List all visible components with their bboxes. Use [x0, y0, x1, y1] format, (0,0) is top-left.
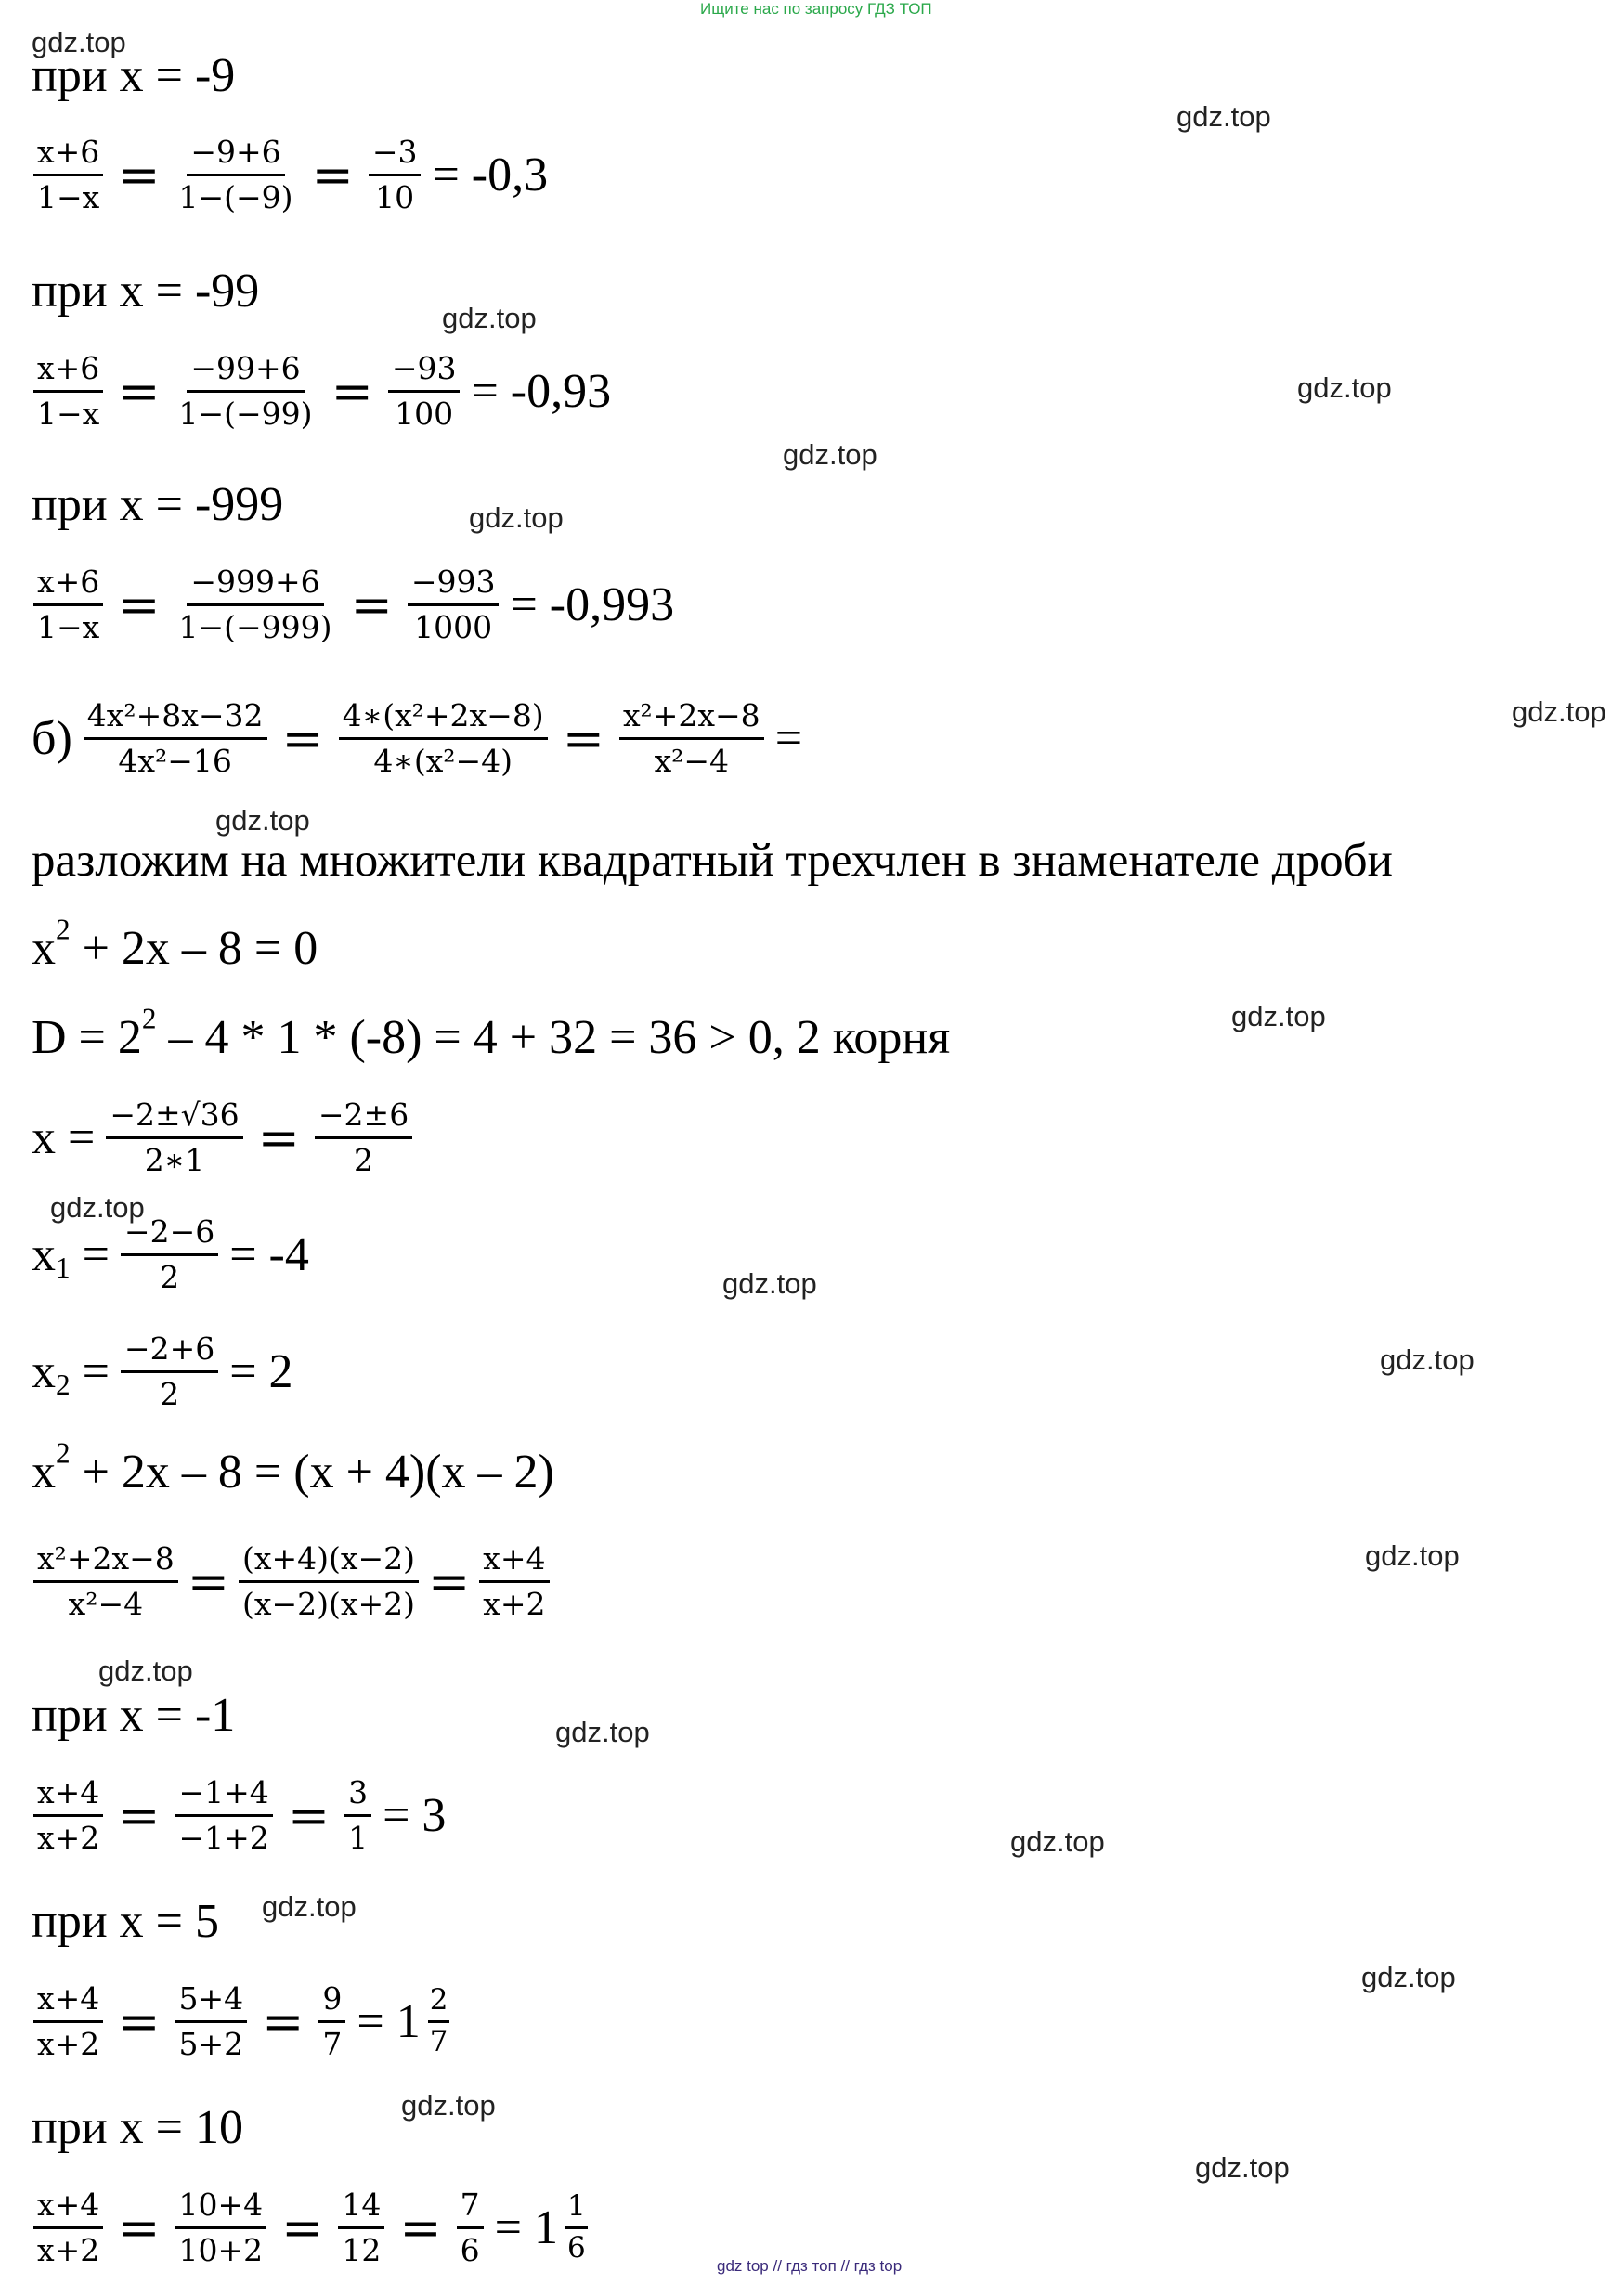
- watermark: gdz.top: [1176, 100, 1271, 133]
- bottom-banner: gdz top // гдз топ // гдз top: [717, 2257, 903, 2275]
- result: = 3: [383, 1788, 447, 1842]
- case-heading: при x = -999: [32, 478, 284, 531]
- result: = -0,3: [432, 148, 549, 201]
- fraction: $\frac{-9+6}{1-(-9)}$: [178, 134, 293, 215]
- watermark: gdz.top: [1512, 695, 1606, 728]
- fraction: $\frac{x+6}{1-x}$: [33, 135, 103, 215]
- fraction: $\frac{x+4}{x+2}$: [479, 1541, 549, 1622]
- fraction: $\frac{\text{4∗(x²+2x−8)}}{\text{4∗(x²−4)}}$: [339, 698, 548, 779]
- fraction: $\frac{-3}{10}$: [369, 135, 422, 215]
- watermark: gdz.top: [469, 501, 564, 534]
- fraction: $\frac{-1+4}{-1+2}$: [175, 1775, 273, 1856]
- watermark: gdz.top: [98, 1655, 193, 1687]
- fraction: $\frac{-2+6}{2}$: [121, 1331, 218, 1412]
- fraction: $\frac{x+4}{x+2}$: [33, 1775, 103, 1856]
- fraction: $\frac{-993}{1000}$: [408, 565, 500, 645]
- fraction: $\frac{x+6}{1-x}$: [33, 351, 103, 432]
- case-heading: при x = 5: [32, 1895, 219, 1948]
- watermark: gdz.top: [1010, 1825, 1105, 1858]
- case-heading: при x = -9: [32, 49, 236, 102]
- equation-row: $\frac{x+4}{x+2}$ = $\frac{-1+4}{-1+2}$ = $\frac{3}{1}$ = 3: [28, 1775, 451, 1856]
- watermark: gdz.top: [50, 1191, 145, 1224]
- quadratic-equation: $x^2 + 2x - 8 = 0$: [32, 913, 318, 975]
- part-b-label: б): [32, 711, 72, 765]
- fraction: $\frac{-2-6}{2}$: [121, 1214, 218, 1295]
- watermark: gdz.top: [1365, 1539, 1460, 1572]
- fraction: $\frac{7}{6}$: [457, 2187, 484, 2268]
- case-heading: при x = 10: [32, 2101, 243, 2154]
- case-heading: при x = -1: [32, 1689, 236, 1742]
- result: = 1: [357, 1994, 421, 2048]
- watermark: gdz.top: [1361, 1961, 1456, 1993]
- equation-row: $\frac{x+4}{x+2}$ = $\frac{10+4}{10+2}$ = $\frac{14}{12}$ = $\frac{7}{6}$ = 1 $\frac{1}{6}$: [28, 2187, 588, 2268]
- factor-text: разложим на множители квадратный трехчлен в знаменателе дроби: [32, 835, 1393, 887]
- fraction: $\frac{9}{7}$: [318, 1981, 345, 2062]
- fraction: $\frac{14}{12}$: [338, 2187, 384, 2268]
- root-x2: $x_2$ = $\frac{-2+6}{2}$ = 2: [32, 1330, 293, 1412]
- watermark: gdz.top: [1380, 1343, 1475, 1376]
- fraction: $\frac{\text{4x²+8x−32}}{\text{4x²−16}}$: [84, 698, 267, 779]
- fraction: $\frac{x+4}{x+2}$: [33, 1981, 103, 2062]
- fraction: $\frac{(x+4)(x-2)}{(x-2)(x+2)}$: [239, 1541, 419, 1622]
- fraction: $\frac{\text{x²+2x−8}}{\text{x²−4}}$: [619, 698, 764, 779]
- equation-row: $\frac{x+4}{x+2}$ = $\frac{5+4}{5+2}$ = $\frac{9}{7}$ = 1 $\frac{2}{7}$: [28, 1981, 449, 2062]
- top-banner: Ищите нас по запросу ГДЗ ТОП: [700, 0, 932, 18]
- fraction: $\frac{10+4}{10+2}$: [175, 2187, 267, 2268]
- factored-trinomial: $x^2 + 2x - 8 = (x + 4)(x - 2)$: [32, 1436, 554, 1499]
- fraction: $\frac{-999+6}{1-(-999)}$: [178, 564, 332, 645]
- mixed-fraction: $\frac{2}{7}$: [429, 1983, 448, 2058]
- equation-row: $\frac{x+6}{1-x}$ = $\frac{-999+6}{1-(-999)}$ = $\frac{-993}{1000}$ = -0,993: [28, 565, 680, 645]
- watermark: gdz.top: [215, 804, 310, 837]
- result: = -0,93: [471, 364, 612, 418]
- watermark: gdz.top: [1231, 1000, 1326, 1032]
- discriminant: $D = 2^2 - 4 * 1 * (-8) = 4 + 32 = 36 > 0$, 2 корня: [32, 1002, 951, 1064]
- mixed-fraction: $\frac{1}{6}$: [566, 2189, 586, 2265]
- watermark: gdz.top: [1195, 2151, 1290, 2184]
- part-b-row: б) $\frac{\text{4x²+8x−32}}{\text{4x²−16}}$ = $\frac{\text{4∗(x²+2x−8)}}{\text{4∗(x²−4)}}$ = $\frac{\text{x²+2x−8}}{\text{x²−4}}$ =: [32, 697, 803, 779]
- fraction: $\frac{-99+6}{1-(-99)}$: [178, 350, 313, 432]
- watermark: gdz.top: [401, 2089, 496, 2122]
- fraction: $\frac{x+4}{x+2}$: [33, 2187, 103, 2268]
- watermark: gdz.top: [555, 1716, 650, 1748]
- fraction: $\frac{-93}{100}$: [388, 351, 461, 432]
- result: = 1: [494, 2200, 558, 2254]
- fraction: $\frac{3}{1}$: [344, 1775, 371, 1856]
- fraction: $\frac{-2\pm√36}{2∗1}$: [106, 1097, 242, 1178]
- watermark: gdz.top: [442, 302, 537, 334]
- fraction: $\frac{x+6}{1-x}$: [33, 565, 103, 645]
- fraction: $\frac{-2\pm 6}{2}$: [315, 1097, 412, 1178]
- watermark: gdz.top: [32, 26, 126, 58]
- watermark: gdz.top: [722, 1267, 817, 1300]
- watermark: gdz.top: [262, 1890, 357, 1923]
- fraction: $\frac{\text{x²+2x−8}}{\text{x²−4}}$: [33, 1541, 178, 1622]
- equation-row: $\frac{x+6}{1-x}$ = $\frac{-9+6}{1-(-9)}$ = $\frac{-3}{10}$ = -0,3: [28, 135, 553, 215]
- simplification-row: $\frac{\text{x²+2x−8}}{\text{x²−4}}$ = $\frac{(x+4)(x-2)}{(x-2)(x+2)}$ = $\frac{x+4}{x+2}$: [28, 1541, 555, 1622]
- watermark: gdz.top: [783, 438, 877, 471]
- root-x1: $x_1$ = $\frac{-2-6}{2}$ = -4: [32, 1213, 309, 1295]
- roots-formula: x = $\frac{-2\pm√36}{2∗1}$ = $\frac{-2\pm 6}{2}$: [32, 1097, 418, 1178]
- equation-row: $\frac{x+6}{1-x}$ = $\frac{-99+6}{1-(-99)}$ = $\frac{-93}{100}$ = -0,93: [28, 351, 617, 432]
- result: = -0,993: [510, 577, 675, 631]
- watermark: gdz.top: [1297, 371, 1392, 404]
- fraction: $\frac{5+4}{5+2}$: [175, 1981, 248, 2062]
- case-heading: при x = -99: [32, 265, 260, 318]
